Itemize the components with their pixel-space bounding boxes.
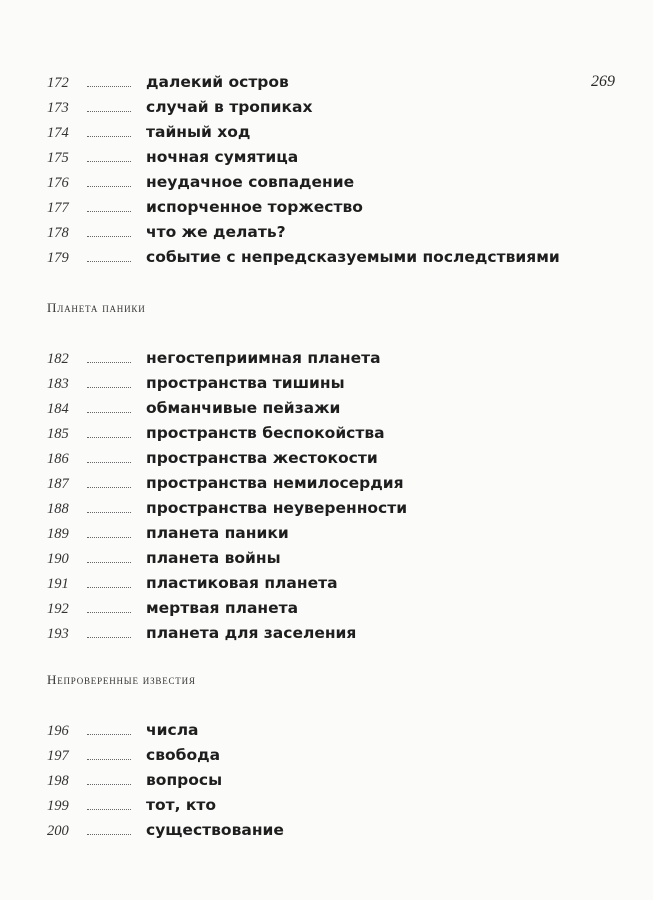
toc-entry [0, 500, 653, 525]
toc-entry-page-number: 187 [47, 476, 69, 492]
toc-entry [0, 74, 653, 99]
toc-entry-title: пространства немилосердия [146, 474, 404, 492]
toc-entry-title: тот, кто [146, 796, 217, 814]
toc-entry-title: пространств беспокойства [146, 424, 385, 442]
toc-entry-title: далекий остров [146, 73, 289, 91]
toc-leader-line [87, 734, 131, 735]
toc-leader-line [87, 186, 131, 187]
toc-entry [0, 450, 653, 475]
toc-leader-line [87, 562, 131, 563]
toc-entry [0, 99, 653, 124]
toc-entry-page-number: 190 [47, 551, 69, 567]
toc-entry-page-number: 178 [47, 225, 69, 241]
toc-leader-line [87, 362, 131, 363]
toc-leader-line [87, 211, 131, 212]
toc-entry-page-number: 191 [47, 576, 69, 592]
toc-leader-line [87, 759, 131, 760]
toc-leader-line [87, 784, 131, 785]
toc-entry [0, 550, 653, 575]
toc-entry [0, 124, 653, 149]
page-number: 269 [591, 73, 615, 90]
toc-entry-title: негостеприимная планета [146, 349, 381, 367]
section-heading: Непроверенные известия [47, 672, 196, 687]
toc-entry-page-number: 182 [47, 351, 69, 367]
toc-leader-line [87, 834, 131, 835]
toc-entry-title: планета войны [146, 549, 281, 567]
toc-entry [0, 747, 653, 772]
toc-entry-page-number: 185 [47, 426, 69, 442]
toc-entry-title: событие с непредсказуемыми последствиями [146, 248, 560, 266]
toc-entry-page-number: 174 [47, 125, 69, 141]
toc-entry-title: мертвая планета [146, 599, 299, 617]
toc-entry-page-number: 200 [47, 823, 69, 839]
toc-leader-line [87, 637, 131, 638]
toc-entry-title: что же делать? [146, 223, 286, 241]
toc-leader-line [87, 809, 131, 810]
toc-entry-title: пространства жестокости [146, 449, 378, 467]
toc-entry-page-number: 198 [47, 773, 69, 789]
toc-entry-title: пространства тишины [146, 374, 345, 392]
toc-entry [0, 575, 653, 600]
toc-entry [0, 400, 653, 425]
toc-entry-page-number: 197 [47, 748, 69, 764]
toc-entry-page-number: 172 [47, 75, 69, 91]
toc-leader-line [87, 487, 131, 488]
toc-entry [0, 600, 653, 625]
toc-leader-line [87, 261, 131, 262]
toc-entry-page-number: 177 [47, 200, 69, 216]
toc-entry-page-number: 192 [47, 601, 69, 617]
toc-entry-title: обманчивые пейзажи [146, 399, 341, 417]
toc-entry-page-number: 184 [47, 401, 69, 417]
toc-entry-title: планета паники [146, 524, 289, 542]
toc-entry [0, 625, 653, 650]
toc-entry-title: неудачное совпадение [146, 173, 355, 191]
toc-entry-title: существование [146, 821, 284, 839]
toc-leader-line [87, 161, 131, 162]
toc-entry [0, 797, 653, 822]
toc-leader-line [87, 612, 131, 613]
toc-entry [0, 375, 653, 400]
toc-leader-line [87, 462, 131, 463]
toc-entry-page-number: 176 [47, 175, 69, 191]
toc-leader-line [87, 387, 131, 388]
toc-entry-page-number: 199 [47, 798, 69, 814]
toc-entry-title: пространства неуверенности [146, 499, 408, 517]
toc-entry-page-number: 173 [47, 100, 69, 116]
section-heading: Планета паники [47, 300, 146, 315]
toc-entry [0, 174, 653, 199]
toc-leader-line [87, 437, 131, 438]
toc-entry [0, 772, 653, 797]
toc-entry-title: испорченное торжество [146, 198, 363, 216]
toc-entry-title: вопросы [146, 771, 223, 789]
toc-entry-title: ночная сумятица [146, 148, 299, 166]
toc-entry [0, 525, 653, 550]
toc-entry-page-number: 188 [47, 501, 69, 517]
toc-entry-title: тайный ход [146, 123, 251, 141]
toc-entry [0, 199, 653, 224]
toc-entry-page-number: 186 [47, 451, 69, 467]
toc-entry-page-number: 183 [47, 376, 69, 392]
toc-entry [0, 224, 653, 249]
toc-entry [0, 822, 653, 847]
toc-entry-page-number: 196 [47, 723, 69, 739]
toc-entry [0, 249, 653, 274]
toc-entry-page-number: 189 [47, 526, 69, 542]
toc-leader-line [87, 86, 131, 87]
toc-leader-line [87, 512, 131, 513]
toc-entry-page-number: 193 [47, 626, 69, 642]
toc-leader-line [87, 111, 131, 112]
toc-entry-title: планета для заселения [146, 624, 357, 642]
toc-entry [0, 350, 653, 375]
toc-leader-line [87, 236, 131, 237]
toc-leader-line [87, 136, 131, 137]
toc-leader-line [87, 587, 131, 588]
toc-entry-title: пластиковая планета [146, 574, 338, 592]
toc-entry [0, 475, 653, 500]
toc-entry-page-number: 175 [47, 150, 69, 166]
toc-entry [0, 149, 653, 174]
toc-entry-title: случай в тропиках [146, 98, 313, 116]
toc-leader-line [87, 412, 131, 413]
toc-entry-title: числа [146, 721, 199, 739]
toc-entry-page-number: 179 [47, 250, 69, 266]
toc-entry [0, 425, 653, 450]
toc-entry [0, 722, 653, 747]
toc-entry-title: свобода [146, 746, 221, 764]
toc-leader-line [87, 537, 131, 538]
